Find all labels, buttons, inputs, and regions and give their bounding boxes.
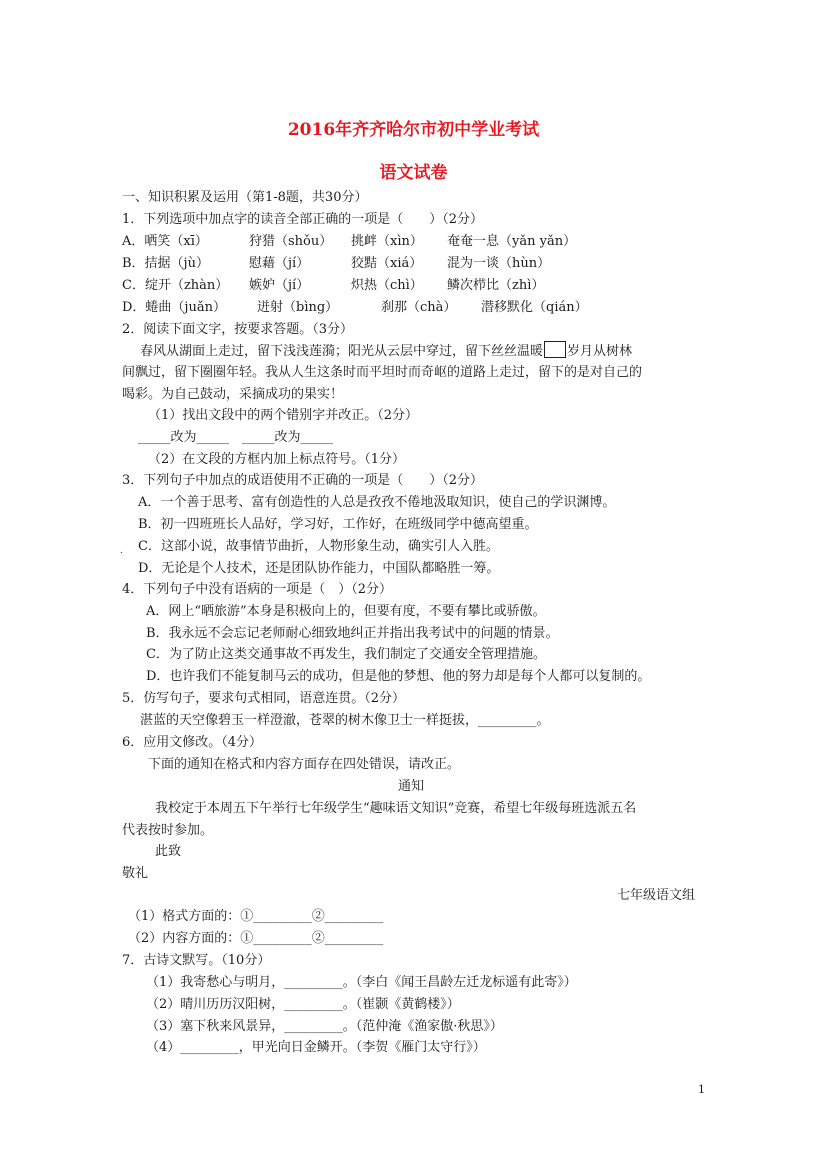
q3-option-c: C．这部小说，故事情节曲折，人物形象生动，确实引人入胜。 (138, 539, 499, 554)
notice-sender: 七年级语文组 (617, 888, 696, 903)
section-heading: 一、知识积累及运用（第1-8题，共30分） (122, 190, 368, 205)
q2-passage-line-2: 间飘过，留下圈圈年轻。我从人生这条时而平坦时而奇岖的道路上走过，留下的是对自己的 (122, 365, 643, 380)
q7-line-4[interactable]: （4）_________，甲光向日金鳞开。（李贺《雁门太守行》） (146, 1040, 486, 1055)
q5-line[interactable]: 湛蓝的天空像碧玉一样澄澈，苍翠的树木像卫士一样挺拔，_________。 (140, 713, 550, 728)
q2-passage-line-1: 春风从湖面上走过，留下浅浅莲漪；阳光从云层中穿过，留下丝丝温暖 岁月从树林 (140, 341, 632, 362)
q4-option-d: D．也许我们不能复制马云的成功，但是他的梦想、他的努力却是每个人都可以复制的。 (146, 669, 651, 684)
q7-line-3[interactable]: （3）塞下秋来风景异，_________。（范仲淹《渔家傲·秋思》） (146, 1019, 503, 1034)
q6-stem: 6．应用文修改。（4分） (122, 735, 263, 750)
q2-passage-line-3: 喝彩。为自己鼓动，采摘成功的果实！ (122, 387, 344, 402)
margin-dot: . (120, 546, 123, 556)
page-number: 1 (698, 1083, 705, 1096)
q6-answer-format[interactable]: （1）格式方面的：①_________②_________ (128, 909, 384, 924)
q1-stem: 1．下列选项中加点字的读音全部正确的一项是（ ）（2分） (122, 212, 484, 227)
exam-subtitle: 语文试卷 (379, 163, 448, 183)
notice-title: 通知 (398, 779, 425, 794)
q5-stem: 5．仿写句子，要求句式相同，语意连贯。（2分） (122, 691, 406, 706)
notice-closing-1: 此致 (155, 844, 182, 859)
q2-sub-1: （1）找出文段中的两个错别字并改正。（2分） (148, 408, 419, 423)
q3-option-a: A．一个善于思考、富有创造性的人总是孜孜不倦地汲取知识，使自己的学识渊博。 (138, 495, 616, 510)
q2-stem: 2．阅读下面文字，按要求答题。（3分） (122, 322, 354, 337)
q7-line-2[interactable]: （2）晴川历历汉阳树，_________。（崔颢《黄鹤楼》） (146, 997, 460, 1012)
q3-option-b: B．初一四班班长人品好，学习好，工作好，在班级同学中德高望重。 (138, 517, 538, 532)
q2-answer-blanks[interactable]: _____改为_____ _____改为_____ (138, 430, 334, 445)
q6-intro: 下面的通知在格式和内容方面存在四处错误，请改正。 (148, 757, 461, 772)
q3-option-d: D．无论是个人技术，还是团队协作能力，中国队都略胜一筹。 (138, 561, 500, 576)
punctuation-answer-box[interactable] (544, 341, 566, 358)
q4-option-c: C．为了防止这类交通事故不再发生，我们制定了交通安全管理措施。 (146, 647, 546, 662)
q7-line-1[interactable]: （1）我寄愁心与明月，_________。（李白《闻王昌龄左迁龙标遥有此寄》） (146, 975, 577, 990)
q3-stem: 3．下列句子中加点的成语使用不正确的一项是（ ）（2分） (122, 473, 484, 488)
q4-option-b: B．我永远不会忘记老师耐心细致地纠正并指出我考试中的问题的情景。 (146, 626, 559, 641)
exam-page: 2016年齐齐哈尔市初中学业考试 语文试卷 一、知识积累及运用（第1-8题，共30分） 1．下列选项中加点字的读音全部正确的一项是（ ）（2分） A．哂笑（xī） 狩猎（shǒu） 挑衅（xìn） 奄奄一息（yǎn yǎn） B．拮据（jù） 慰藉（jí） 狡黠（xiá） 混为一谈（hùn） C．绽开（zhàn） 嫉妒（jí） 炽热（chì） 鳞次栉比（zhì） D．蜷曲（juǎn） 迸射（bìng） 刹那（chà） 潜移默化（qián） 2．阅读下面文字，按要求答题。（3分） 春风从湖面上走过，留下浅浅莲漪；阳光从云层中穿过，留下丝丝温暖 岁月从树林 间飘过，留下圈圈年轻。我从人生这条时而平坦时而奇岖的道路上走过，留下的是对自己的 喝彩。为自己鼓动，采摘成功的果实！ （1）找出文段中的两个错别字并改正。（2分） _____改为_____ _____改为_____ （2）在文段的方框内加上标点符号。（1分） 3．下列句子中加点的成语使用不正确的一项是（ ）（2分） A．一个善于思考、富有创造性的人总是孜孜不倦地汲取知识，使自己的学识渊博。 B．初一四班班长人品好，学习好，工作好，在班级同学中德高望重。 . C．这部小说，故事情节曲折，人物形象生动，确实引人入胜。 D．无论是个人技术，还是团队协作能力，中国队都略胜一筹。 4．下列句子中没有语病的一项是（ ）（2分） A．网上“晒旅游”本身是积极向上的，但要有度，不要有攀比或骄傲。 B．我永远不会忘记老师耐心细致地纠正并指出我考试中的问题的情景。 C．为了防止这类交通事故不再发生，我们制定了交通安全管理措施。 D．也许我们不能复制马云的成功，但是他的梦想、他的努力却是每个人都可以复制的。 5．仿写句子，要求句式相同，语意连贯。（2分） 湛蓝的天空像碧玉一样澄澈，苍翠的树木像卫士一样挺拔，_________。 6．应用文修改。（4分） 下面的通知在格式和内容方面存在四处错误，请改正。 通知 我校定于本周五下午举行七年级学生“趣味语文知识”竞赛，希望七年级每班选派五名 代表按时参加。 此致 敬礼 七年级语文组 （1）格式方面的：①_________②_________ （2）内容方面的：①_________②_________ 7．古诗文默写。（10分） （1）我寄愁心与明月，_________。（李白《闻王昌龄左迁龙标遥有此寄》） （2）晴川历历汉阳树，_________。（崔颢《黄鹤楼》） （3）塞下秋来风景异，_________。（范仲淹《渔家傲·秋思》） （4）_________，甲光向日金鳞开。（李贺《雁门太守行》） 1 (0, 0, 827, 1169)
notice-closing-2: 敬礼 (122, 866, 149, 881)
q7-stem: 7．古诗文默写。（10分） (122, 953, 271, 968)
q2-sub-2: （2）在文段的方框内加上标点符号。（1分） (148, 452, 406, 467)
notice-body-line-2: 代表按时参加。 (122, 823, 214, 838)
q4-stem: 4．下列句子中没有语病的一项是（ ）（2分） (122, 582, 393, 597)
q4-option-a: A．网上“晒旅游”本身是积极向上的，但要有度，不要有攀比或骄傲。 (146, 604, 546, 619)
notice-body-line-1: 我校定于本周五下午举行七年级学生“趣味语文知识”竞赛，希望七年级每班选派五名 (155, 801, 637, 816)
q6-answer-content[interactable]: （2）内容方面的：①_________②_________ (128, 931, 384, 946)
exam-title: 2016年齐齐哈尔市初中学业考试 (287, 120, 540, 140)
